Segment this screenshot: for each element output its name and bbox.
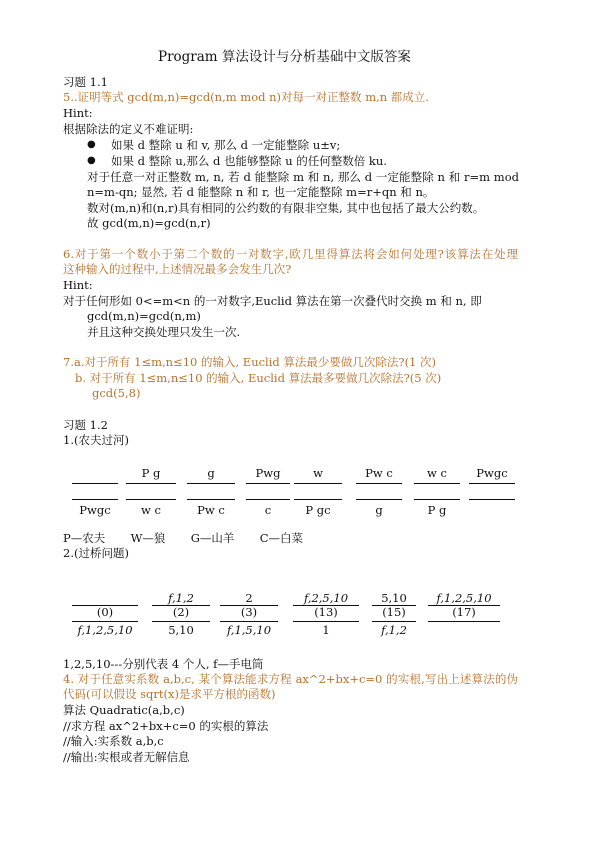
river-state-top-4: w	[313, 466, 323, 480]
question-4-line-2: 代码(可以假设 sqrt(x)是求平方根的函数)	[63, 687, 276, 701]
bullet-item-2: ● 如果 d 整除 u,那么 d 也能够整除 u 的任何整数倍 ku.	[111, 154, 387, 168]
legend-goat: G—山羊	[190, 531, 235, 545]
river-state-top-1: P g	[141, 466, 161, 480]
river-state-bottom-7: P g	[427, 503, 447, 517]
bridge-state-top-2: f,1,2	[168, 591, 194, 605]
legend-farmer: P—农夫	[63, 531, 106, 545]
bridge-time-6: (17)	[452, 605, 476, 619]
proof-conclusion: 故 gcd(m,n)=gcd(n,r)	[87, 216, 211, 230]
bridge-time-2: (2)	[172, 605, 190, 619]
river-state-bottom-2: w c	[141, 503, 161, 517]
section-heading-1-1: 习题 1.1	[63, 75, 108, 89]
river-state-bottom-4: c	[264, 503, 272, 517]
answer-6-line-2: gcd(m,n)=gcd(n,m)	[87, 309, 201, 323]
bridge-state-bottom-3: f,1,5,10	[226, 623, 272, 637]
code-line-3: //输入:实系数 a,b,c	[63, 734, 164, 748]
bridge-bar-2b	[152, 621, 210, 622]
river-divider-8	[469, 483, 515, 484]
bridge-time-1: (0)	[96, 605, 114, 619]
legend-cabbage: C—白菜	[259, 531, 304, 545]
question-6-line-1: 6.对于第一个数小于第二个数的一对数字,欧几里得算法将会如何处理?该算法在处理	[63, 247, 518, 261]
river-divider-4	[246, 483, 290, 484]
bridge-problem-label: 2.(过桥问题)	[63, 546, 129, 560]
code-line-4: //输出:实根或者无解信息	[63, 750, 190, 764]
question-4-line-1: 4. 对于任意实系数 a,b,c, 某个算法能求方程 ax^2+bx+c=0 的实根,写出上述算法的伪	[63, 672, 518, 686]
bridge-bar-4b	[293, 621, 359, 622]
bridge-state-bottom-5: f,1,2	[381, 623, 407, 637]
river-divider-6b	[356, 499, 402, 500]
river-legend	[63, 531, 303, 545]
question-7a: 7.a.对于所有 1≤m,n≤10 的输入, Euclid 算法最少要做几次除法?(1 次)	[63, 355, 437, 369]
river-divider-1b	[72, 499, 118, 500]
bridge-time-3: (3)	[240, 605, 258, 619]
river-problem-label: 1.(农夫过河)	[63, 433, 129, 447]
bridge-state-top-3: 2	[245, 591, 253, 605]
bridge-state-top-4: f,2,5,10	[303, 591, 349, 605]
bridge-state-top-5: 5,10	[381, 591, 407, 605]
river-state-bottom-5: P gc	[305, 503, 331, 517]
question-5: 5..证明等式 gcd(m,n)=gcd(n,m mod n)对每一对正整数 m,n 都成立.	[63, 90, 429, 104]
question-7b: b. 对于所有 1≤m,n≤10 的输入, Euclid 算法最多要做几次除法?(5 次)	[75, 371, 442, 385]
bridge-state-bottom-2: 5,10	[168, 623, 194, 637]
legend-wolf: W—狼	[130, 531, 166, 545]
section-heading-1-2: 习题 1.2	[63, 418, 108, 432]
river-divider-2	[126, 483, 176, 484]
river-divider-5b	[294, 499, 342, 500]
hint-label: Hint:	[63, 106, 93, 120]
page-title: Program 算法设计与分析基础中文版答案	[158, 49, 411, 65]
question-6-line-2: 这种输入的过程中,上述情况最多会发生几次?	[63, 262, 292, 276]
river-divider-4b	[246, 499, 290, 500]
code-line-2: //求方程 ax^2+bx+c=0 的实根的算法	[63, 719, 269, 733]
answer-6-line-3: 并且这种交换处理只发生一次.	[87, 325, 241, 339]
answer-7b: gcd(5,8)	[92, 386, 141, 400]
bridge-legend: 1,2,5,10---分别代表 4 个人, f—手电筒	[63, 657, 264, 671]
river-divider-8b	[469, 499, 515, 500]
bridge-bar-3b	[220, 621, 278, 622]
code-line-1: 算法 Quadratic(a,b,c)	[63, 703, 185, 717]
river-divider-3	[187, 483, 235, 484]
river-divider-7b	[414, 499, 460, 500]
bridge-bar-6b	[428, 621, 500, 622]
river-state-bottom-6: g	[375, 503, 383, 517]
bridge-bar-1b	[72, 621, 138, 622]
bridge-time-5: (15)	[382, 605, 406, 619]
river-state-top-5: Pw c	[365, 466, 393, 480]
river-state-top-3: Pwg	[255, 466, 281, 480]
proof-intro: 根据除法的定义不难证明:	[63, 122, 194, 136]
river-divider-6	[356, 483, 402, 484]
river-divider-3b	[187, 499, 235, 500]
river-divider-7	[414, 483, 460, 484]
river-state-top-2: g	[207, 466, 215, 480]
river-state-bottom-1: Pwgc	[79, 503, 111, 517]
proof-paragraph-2: 数对(m,n)和(n,r)具有相同的公约数的有限非空集, 其中也包括了最大公约数。	[87, 201, 485, 215]
bridge-time-4: (13)	[314, 605, 338, 619]
bridge-bar-5b	[372, 621, 416, 622]
river-state-bottom-3: Pw c	[197, 503, 225, 517]
bridge-state-top-6: f,1,2,5,10	[436, 591, 492, 605]
river-state-top-7: Pwgc	[476, 466, 508, 480]
proof-paragraph-line-1: 对于任意一对正整数 m, n, 若 d 能整除 m 和 n, 那么 d 一定能整除 n 和 r=m mod	[87, 170, 519, 184]
answer-6-line-1: 对于任何形如 0<=m<n 的一对数字,Euclid 算法在第一次叠代时交换 m 和 n, 即	[63, 294, 482, 308]
river-divider-5	[294, 483, 342, 484]
bridge-state-bottom-1: f,1,2,5,10	[77, 623, 133, 637]
bridge-state-bottom-4: 1	[322, 623, 330, 637]
hint-label-2: Hint:	[63, 278, 93, 292]
proof-paragraph-line-2: n=m-qn; 显然, 若 d 能整除 n 和 r, 也一定能整除 m=r+qn 和 n。	[87, 185, 435, 199]
river-divider-2b	[126, 499, 176, 500]
river-state-top-6: w c	[427, 466, 447, 480]
river-divider-1	[72, 483, 118, 484]
bullet-item-1: ● 如果 d 整除 u 和 v, 那么 d 一定能整除 u±v;	[111, 138, 340, 152]
